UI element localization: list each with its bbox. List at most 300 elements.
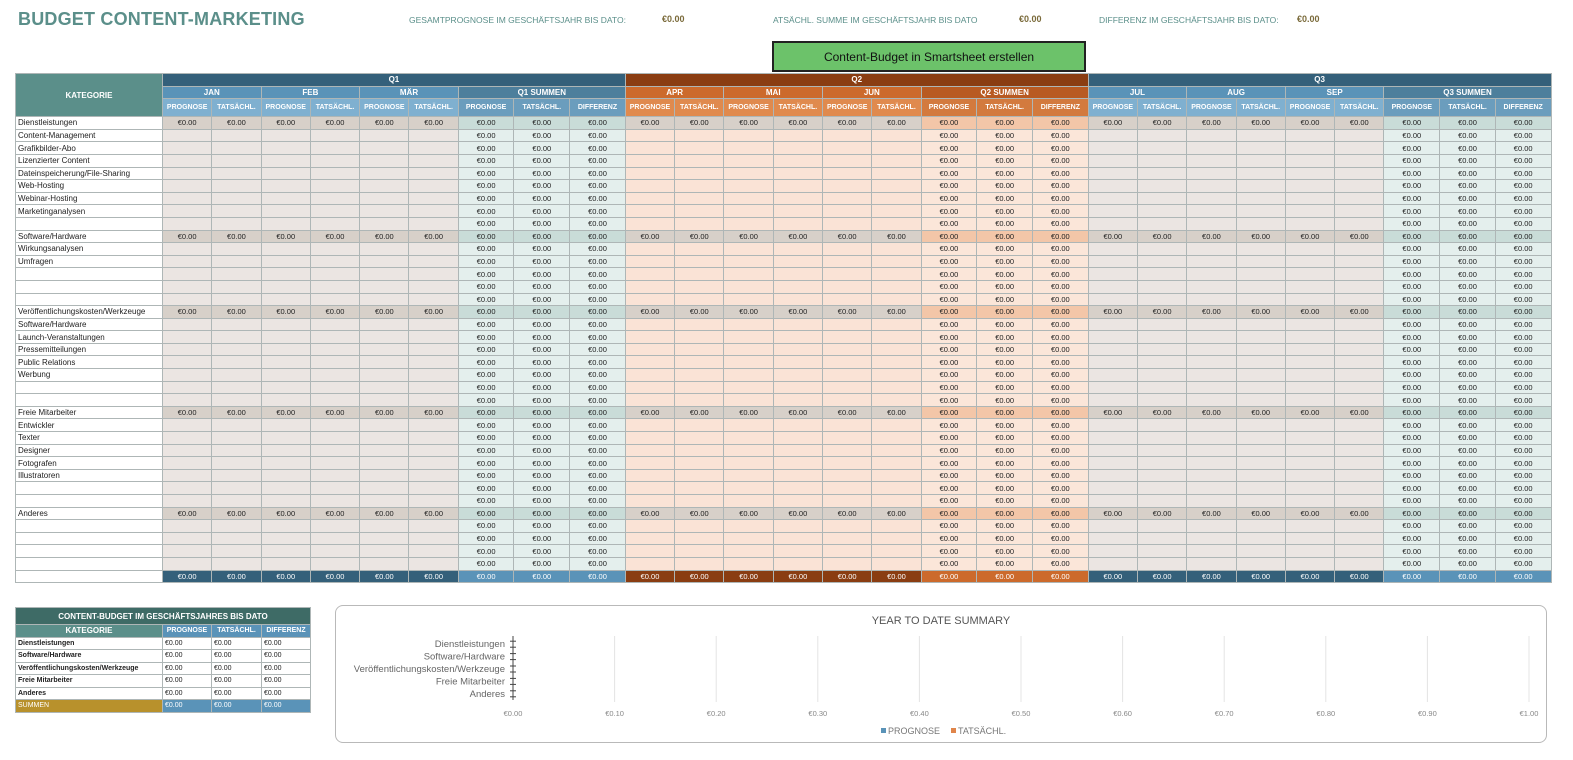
- item-label[interactable]: Grafikbilder-Abo: [16, 142, 163, 155]
- cell: [1137, 142, 1186, 155]
- summary-value: €0.00: [163, 637, 212, 650]
- cell: [1285, 545, 1334, 558]
- cell: [872, 419, 921, 432]
- item-label[interactable]: Software/Hardware: [16, 318, 163, 331]
- item-label[interactable]: Web-Hosting: [16, 180, 163, 193]
- cell: [625, 557, 674, 570]
- cell: €0.00: [570, 343, 626, 356]
- cell: [163, 129, 212, 142]
- cell: €0.00: [977, 255, 1033, 268]
- cell: [724, 142, 773, 155]
- summen-label: SUMMEN: [16, 570, 163, 583]
- sub-header-tatsaechl: TATSÄCHL.: [310, 99, 359, 117]
- item-label[interactable]: Werbung: [16, 369, 163, 382]
- cell: [773, 495, 822, 508]
- cell: €0.00: [1495, 419, 1551, 432]
- summary-header-differenz: DIFFERENZ: [262, 625, 311, 638]
- item-label[interactable]: [16, 381, 163, 394]
- cell: €0.00: [514, 394, 570, 407]
- cell: €0.00: [921, 343, 977, 356]
- cell: €0.00: [570, 318, 626, 331]
- cell: €0.00: [921, 331, 977, 344]
- cell: [261, 243, 310, 256]
- cell: €0.00: [773, 507, 822, 520]
- cell: €0.00: [921, 293, 977, 306]
- summen-sub-header: TATSÄCHL.: [514, 99, 570, 117]
- cell: [163, 180, 212, 193]
- cell: €0.00: [514, 306, 570, 319]
- cell: [625, 331, 674, 344]
- cell: [1088, 356, 1137, 369]
- quarter-summen-header: Q2 SUMMEN: [921, 86, 1088, 99]
- cell: €0.00: [1440, 444, 1496, 457]
- cell: [1236, 192, 1285, 205]
- item-label[interactable]: [16, 495, 163, 508]
- x-tick-label: €0.70: [1214, 709, 1234, 718]
- cell: €0.00: [570, 142, 626, 155]
- cell: €0.00: [458, 394, 514, 407]
- sub-header-prognose: PROGNOSE: [724, 99, 773, 117]
- cell: [872, 495, 921, 508]
- cell: [261, 495, 310, 508]
- cell: €0.00: [514, 205, 570, 218]
- item-label[interactable]: Designer: [16, 444, 163, 457]
- cell: €0.00: [261, 406, 310, 419]
- cell: [360, 192, 409, 205]
- cell: [310, 482, 359, 495]
- cell: €0.00: [1384, 482, 1440, 495]
- cell: €0.00: [570, 230, 626, 243]
- cell: [163, 419, 212, 432]
- cell: [625, 243, 674, 256]
- table-row: [16, 192, 1552, 205]
- cell: €0.00: [1384, 419, 1440, 432]
- cell: [823, 457, 872, 470]
- cell: €0.00: [977, 154, 1033, 167]
- cell: [1335, 243, 1384, 256]
- item-label[interactable]: Dateinspeicherung/File-Sharing: [16, 167, 163, 180]
- cell: €0.00: [409, 406, 458, 419]
- cell: [1335, 180, 1384, 193]
- summary-value: €0.00: [262, 650, 311, 663]
- cell: [823, 356, 872, 369]
- item-label[interactable]: Entwickler: [16, 419, 163, 432]
- cell: [1187, 167, 1236, 180]
- cell: €0.00: [163, 230, 212, 243]
- x-tick-label: €0.50: [1011, 709, 1031, 718]
- cell: [625, 381, 674, 394]
- cell: [1285, 293, 1334, 306]
- cell: [823, 154, 872, 167]
- cell: €0.00: [514, 381, 570, 394]
- cell: €0.00: [921, 381, 977, 394]
- cell: [872, 331, 921, 344]
- kpi-forecast-label: GESAMTPROGNOSE IM GESCHÄFTSJAHR BIS DATO:: [409, 15, 626, 25]
- cell: [823, 369, 872, 382]
- cell: [1187, 318, 1236, 331]
- cell: [625, 457, 674, 470]
- summary-title: CONTENT-BUDGET IM GESCHÄFTSJAHRES BIS DATO: [16, 608, 311, 625]
- item-label[interactable]: Marketinganalysen: [16, 205, 163, 218]
- cell: €0.00: [514, 167, 570, 180]
- cell: €0.00: [360, 230, 409, 243]
- cell: €0.00: [514, 507, 570, 520]
- cell: €0.00: [1088, 570, 1137, 583]
- cell: [872, 343, 921, 356]
- item-label[interactable]: Illustratoren: [16, 469, 163, 482]
- category-row: [16, 507, 1552, 520]
- cell: [625, 532, 674, 545]
- cell: [1088, 482, 1137, 495]
- cell: [212, 419, 261, 432]
- cell: [310, 180, 359, 193]
- cell: €0.00: [458, 495, 514, 508]
- cell: [360, 469, 409, 482]
- item-label[interactable]: [16, 532, 163, 545]
- cell: [1285, 167, 1334, 180]
- cell: €0.00: [570, 356, 626, 369]
- cell: [1335, 255, 1384, 268]
- item-label[interactable]: Webinar-Hosting: [16, 192, 163, 205]
- cell: €0.00: [409, 230, 458, 243]
- item-label[interactable]: Public Relations: [16, 356, 163, 369]
- cell: €0.00: [1384, 318, 1440, 331]
- cell: [163, 293, 212, 306]
- cell: [1335, 154, 1384, 167]
- kpi-actual-label: ATSÄCHL. SUMME IM GESCHÄFTSJAHR BIS DATO: [773, 15, 978, 25]
- item-label[interactable]: [16, 293, 163, 306]
- cell: [163, 268, 212, 281]
- sub-header-prognose: PROGNOSE: [625, 99, 674, 117]
- cell: [1137, 255, 1186, 268]
- cell: €0.00: [458, 154, 514, 167]
- cell: [1088, 293, 1137, 306]
- cell: [724, 545, 773, 558]
- item-label[interactable]: Wirkungsanalysen: [16, 243, 163, 256]
- cell: €0.00: [1440, 230, 1496, 243]
- cell: €0.00: [458, 343, 514, 356]
- cell: €0.00: [1285, 230, 1334, 243]
- cell: [1187, 520, 1236, 533]
- item-label[interactable]: Pressemitteilungen: [16, 343, 163, 356]
- cell: €0.00: [1384, 117, 1440, 130]
- cell: [212, 268, 261, 281]
- cell: €0.00: [514, 217, 570, 230]
- item-label[interactable]: [16, 268, 163, 281]
- cell: [163, 432, 212, 445]
- cell: €0.00: [977, 230, 1033, 243]
- cell: €0.00: [1384, 280, 1440, 293]
- cell: [261, 205, 310, 218]
- cell: €0.00: [977, 142, 1033, 155]
- cell: €0.00: [458, 180, 514, 193]
- cell: €0.00: [1137, 230, 1186, 243]
- legend-swatch: [881, 728, 886, 733]
- cell: [261, 192, 310, 205]
- cell: [360, 369, 409, 382]
- cell: €0.00: [977, 457, 1033, 470]
- cell: [872, 180, 921, 193]
- cell: €0.00: [1440, 520, 1496, 533]
- cell: [1187, 142, 1236, 155]
- cell: €0.00: [514, 192, 570, 205]
- cell: [360, 419, 409, 432]
- cell: €0.00: [1384, 268, 1440, 281]
- item-label[interactable]: [16, 557, 163, 570]
- summary-value: €0.00: [262, 637, 311, 650]
- cell: €0.00: [458, 432, 514, 445]
- category-row: [16, 406, 1552, 419]
- cell: [360, 268, 409, 281]
- cell: €0.00: [977, 117, 1033, 130]
- cell: [1187, 331, 1236, 344]
- item-label[interactable]: Lizenzierter Content: [16, 154, 163, 167]
- cell: €0.00: [1285, 507, 1334, 520]
- cell: €0.00: [977, 406, 1033, 419]
- cell: [773, 457, 822, 470]
- item-label[interactable]: [16, 545, 163, 558]
- cell: [872, 280, 921, 293]
- cell: €0.00: [1384, 243, 1440, 256]
- cell: [1236, 469, 1285, 482]
- cell: €0.00: [570, 545, 626, 558]
- cell: €0.00: [773, 570, 822, 583]
- cell: [1137, 192, 1186, 205]
- item-label[interactable]: Fotografen: [16, 457, 163, 470]
- cell: [310, 444, 359, 457]
- cell: [212, 331, 261, 344]
- summary-row: [16, 662, 311, 675]
- cell: €0.00: [1440, 495, 1496, 508]
- cell: [1137, 268, 1186, 281]
- item-label[interactable]: Launch-Veranstaltungen: [16, 331, 163, 344]
- item-label[interactable]: [16, 520, 163, 533]
- cell: [1187, 154, 1236, 167]
- cell: [1187, 495, 1236, 508]
- cell: €0.00: [458, 129, 514, 142]
- cell: €0.00: [1033, 142, 1089, 155]
- cell: [1187, 192, 1236, 205]
- cell: [724, 268, 773, 281]
- cell: [1137, 217, 1186, 230]
- cell: €0.00: [1495, 306, 1551, 319]
- cell: [773, 369, 822, 382]
- cell: [163, 154, 212, 167]
- cell: [163, 495, 212, 508]
- cell: [1088, 167, 1137, 180]
- y-category-label: Anderes: [469, 688, 505, 700]
- cell: [724, 205, 773, 218]
- cell: €0.00: [1187, 306, 1236, 319]
- sub-header-prognose: PROGNOSE: [823, 99, 872, 117]
- cell: €0.00: [1440, 243, 1496, 256]
- cell: [1137, 356, 1186, 369]
- quarter-summen-header: Q3 SUMMEN: [1384, 86, 1551, 99]
- cell: [773, 557, 822, 570]
- cell: [163, 205, 212, 218]
- item-label[interactable]: Content-Management: [16, 129, 163, 142]
- cell: [310, 557, 359, 570]
- cell: [724, 520, 773, 533]
- item-label[interactable]: [16, 394, 163, 407]
- cell: €0.00: [977, 482, 1033, 495]
- cell: €0.00: [1384, 356, 1440, 369]
- item-label[interactable]: Texter: [16, 432, 163, 445]
- cell: [1285, 331, 1334, 344]
- cell: €0.00: [977, 129, 1033, 142]
- cell: €0.00: [1033, 406, 1089, 419]
- cell: [1236, 432, 1285, 445]
- cell: €0.00: [310, 117, 359, 130]
- cell: €0.00: [570, 117, 626, 130]
- cell: [1335, 129, 1384, 142]
- cell: €0.00: [724, 406, 773, 419]
- cell: [310, 142, 359, 155]
- cell: €0.00: [1033, 570, 1089, 583]
- cell: €0.00: [921, 469, 977, 482]
- cell: [625, 293, 674, 306]
- cell: [1088, 331, 1137, 344]
- cell: [261, 557, 310, 570]
- cell: [1137, 381, 1186, 394]
- cell: €0.00: [773, 117, 822, 130]
- cell: [773, 432, 822, 445]
- item-label[interactable]: [16, 217, 163, 230]
- cell: [1285, 205, 1334, 218]
- table-row: [16, 129, 1552, 142]
- item-label[interactable]: [16, 280, 163, 293]
- cell: €0.00: [977, 243, 1033, 256]
- cell: [773, 394, 822, 407]
- cell: [872, 154, 921, 167]
- cell: €0.00: [1495, 343, 1551, 356]
- cell: [625, 268, 674, 281]
- cell: €0.00: [1033, 369, 1089, 382]
- cell: €0.00: [1033, 230, 1089, 243]
- cell: [1137, 369, 1186, 382]
- sub-header-prognose: PROGNOSE: [1285, 99, 1334, 117]
- cell: €0.00: [1440, 381, 1496, 394]
- cell: [310, 268, 359, 281]
- cell: [360, 180, 409, 193]
- category-label: Software/Hardware: [16, 230, 163, 243]
- cell: €0.00: [872, 306, 921, 319]
- cell: €0.00: [1033, 331, 1089, 344]
- cell: [1236, 419, 1285, 432]
- header-kategorie: KATEGORIE: [16, 74, 163, 117]
- cell: €0.00: [1384, 154, 1440, 167]
- cell: €0.00: [1033, 419, 1089, 432]
- cell: €0.00: [570, 192, 626, 205]
- item-label[interactable]: [16, 482, 163, 495]
- cell: €0.00: [570, 205, 626, 218]
- cell: [675, 495, 724, 508]
- cell: €0.00: [1440, 306, 1496, 319]
- cell: [409, 142, 458, 155]
- cell: €0.00: [872, 117, 921, 130]
- cell: [1088, 205, 1137, 218]
- cell: [310, 154, 359, 167]
- cell: €0.00: [1384, 230, 1440, 243]
- cell: €0.00: [1440, 129, 1496, 142]
- cell: [724, 331, 773, 344]
- cell: [409, 356, 458, 369]
- cell: [310, 217, 359, 230]
- table-row: [16, 293, 1552, 306]
- cell: [1335, 419, 1384, 432]
- cell: [261, 154, 310, 167]
- table-row: [16, 369, 1552, 382]
- cell: [625, 482, 674, 495]
- cell: [625, 469, 674, 482]
- cell: €0.00: [1384, 369, 1440, 382]
- cell: €0.00: [921, 205, 977, 218]
- cell: [360, 394, 409, 407]
- cell: [261, 268, 310, 281]
- item-label[interactable]: Umfragen: [16, 255, 163, 268]
- cell: €0.00: [1384, 406, 1440, 419]
- sub-header-tatsaechl: TATSÄCHL.: [1137, 99, 1186, 117]
- cell: €0.00: [409, 507, 458, 520]
- cell: [163, 557, 212, 570]
- cell: €0.00: [1033, 381, 1089, 394]
- cell: [1335, 557, 1384, 570]
- cell: €0.00: [514, 545, 570, 558]
- cell: €0.00: [921, 369, 977, 382]
- cell: [409, 532, 458, 545]
- cell: [1236, 557, 1285, 570]
- sub-header-prognose: PROGNOSE: [1187, 99, 1236, 117]
- smartsheet-create-button[interactable]: [772, 41, 1086, 72]
- cell: [872, 444, 921, 457]
- cell: €0.00: [921, 507, 977, 520]
- cell: [1335, 318, 1384, 331]
- cell: [1137, 520, 1186, 533]
- cell: [1236, 205, 1285, 218]
- cell: €0.00: [514, 419, 570, 432]
- cell: [310, 205, 359, 218]
- cell: €0.00: [570, 268, 626, 281]
- cell: €0.00: [977, 381, 1033, 394]
- cell: [724, 495, 773, 508]
- summary-value: €0.00: [163, 662, 212, 675]
- cell: [1088, 469, 1137, 482]
- cell: €0.00: [1495, 570, 1551, 583]
- cell: [261, 394, 310, 407]
- cell: €0.00: [212, 117, 261, 130]
- cell: [360, 167, 409, 180]
- summen-sub-header: TATSÄCHL.: [1440, 99, 1496, 117]
- cell: [1335, 469, 1384, 482]
- cell: €0.00: [1335, 306, 1384, 319]
- cell: [1285, 217, 1334, 230]
- cell: [872, 457, 921, 470]
- table-row: [16, 268, 1552, 281]
- cell: €0.00: [625, 570, 674, 583]
- cell: [409, 469, 458, 482]
- month-header: FEB: [261, 86, 360, 99]
- cell: €0.00: [1495, 180, 1551, 193]
- cell: [360, 331, 409, 344]
- cell: €0.00: [514, 469, 570, 482]
- cell: €0.00: [1187, 570, 1236, 583]
- cell: €0.00: [1033, 293, 1089, 306]
- cell: [1285, 520, 1334, 533]
- cell: [675, 154, 724, 167]
- cell: [675, 255, 724, 268]
- cell: [360, 343, 409, 356]
- cell: [1088, 318, 1137, 331]
